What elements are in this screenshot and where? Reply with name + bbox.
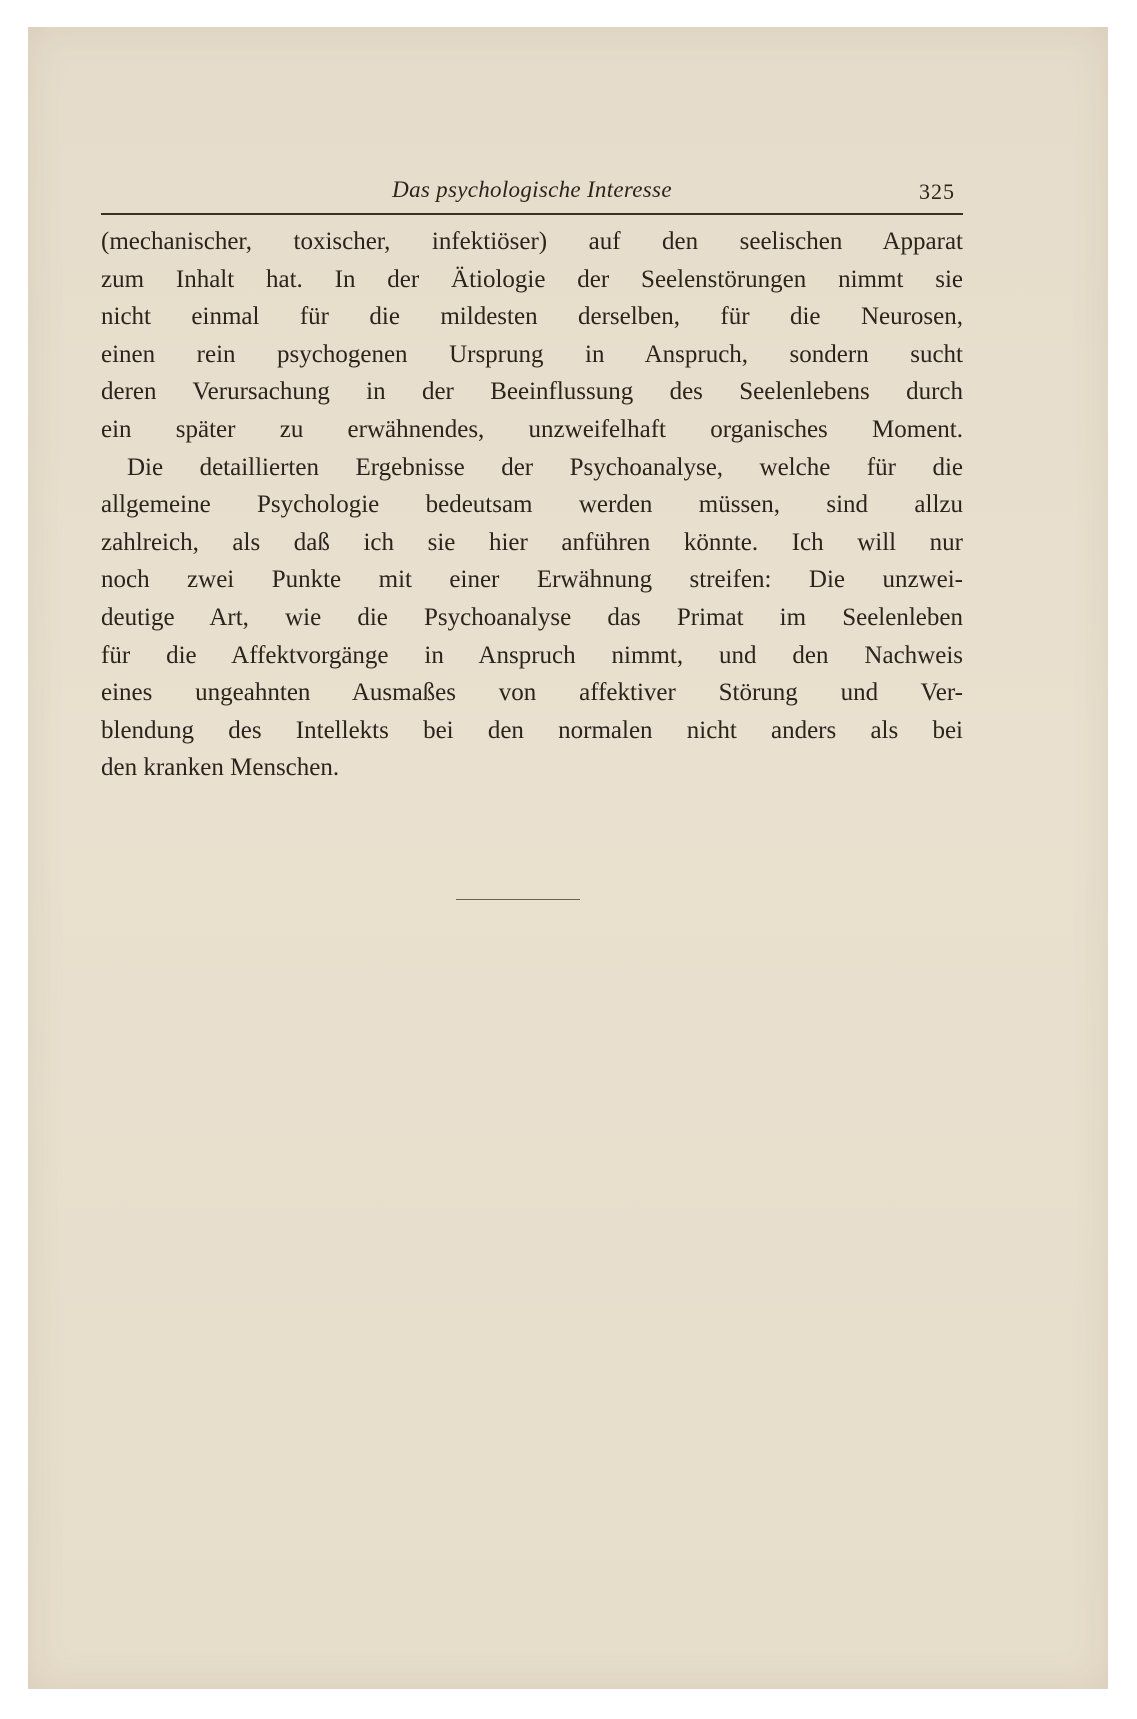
text-line: den kranken Menschen. — [101, 754, 340, 782]
text-line: blendung des Intellekts bei den normalen nicht anders als bei — [101, 716, 963, 744]
text-line: zum Inhalt hat. In der Ätiologie der Seelenstörungen nimmt sie — [101, 265, 963, 293]
running-title: Das psychologische Interesse — [392, 177, 672, 202]
page-number: 325 — [919, 179, 955, 204]
text-line: eines ungeahnten Ausmaßes von affektiver Störung und Ver- — [101, 679, 963, 707]
book-page — [28, 27, 1108, 1689]
text-line: noch zwei Punkte mit einer Erwähnung streifen: Die unzwei- — [101, 566, 963, 594]
text-line: Die detaillierten Ergebnisse der Psychoanalyse, welche für die — [127, 453, 963, 481]
page-header — [101, 175, 963, 211]
text-line: allgemeine Psychologie bedeutsam werden müssen, sind allzu — [101, 491, 963, 519]
text-line: zahlreich, als daß ich sie hier anführen könnte. Ich will nur — [101, 528, 963, 556]
text-line: deutige Art, wie die Psychoanalyse das Primat im Seelenleben — [101, 603, 963, 631]
section-end-rule — [456, 899, 580, 900]
paragraph-2 — [101, 449, 963, 787]
text-line: einen rein psychogenen Ursprung in Anspruch, sondern sucht — [101, 340, 963, 368]
text-line: ein später zu erwähnendes, unzweifelhaft organisches Moment. — [101, 415, 963, 443]
text-line: nicht einmal für die mildesten derselben, für die Neurosen, — [101, 303, 963, 331]
paragraph-1 — [101, 223, 963, 449]
body-text — [101, 223, 963, 787]
text-line: deren Verursachung in der Beeinflussung des Seelenlebens durch — [101, 378, 963, 406]
header-rule — [101, 213, 963, 215]
text-line: (mechanischer, toxischer, infektiöser) auf den seelischen Apparat — [101, 228, 963, 255]
text-line: für die Affektvorgänge in Anspruch nimmt, und den Nachweis — [101, 641, 963, 669]
